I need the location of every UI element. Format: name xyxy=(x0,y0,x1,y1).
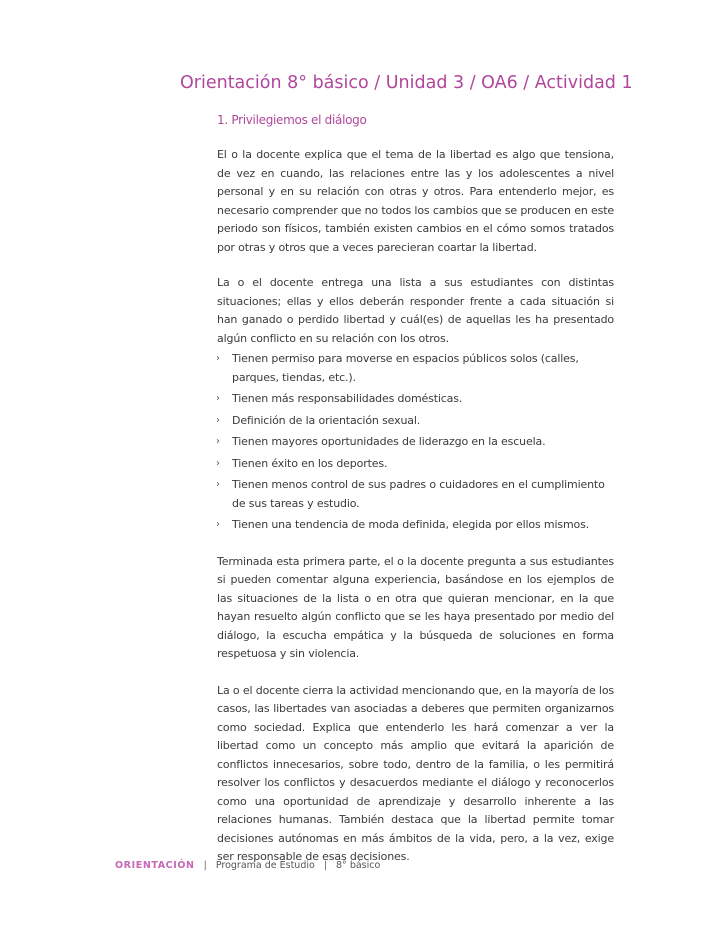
list-item xyxy=(217,476,614,513)
list-intro-paragraph: La o el docente entrega una lista a sus estudiantes con distintas situaciones; ellas y ellos deberán responder frente a cada situación si han ganado o perdido libertad y cuál(es) de aquellas les ha presentado algún conflicto en su relación con los otros. xyxy=(217,276,614,345)
list-item-text: Tienen mayores oportunidades de liderazgo en la escuela. xyxy=(232,435,546,448)
footer-separator: | xyxy=(323,860,328,871)
chevron-right-icon: › xyxy=(216,519,220,530)
chevron-right-icon: › xyxy=(216,393,220,404)
list-item-text: Tienen más responsabilidades domésticas. xyxy=(232,392,463,405)
list-item xyxy=(217,455,614,474)
intro-paragraph: El o la docente explica que el tema de la libertad es algo que tensiona, de vez en cuando, las relaciones entre las y los adolescentes a nivel personal y en su relación con otras y otros. Para entenderlo mejor, es necesario comprender que no todos los cambios que se producen en este periodo son físicos, también existen cambios en el cómo somos tratados por otras y otros que a veces parecieran coartar la libertad. xyxy=(217,148,614,254)
list-item-text: Tienen una tendencia de moda definida, elegida por ellos mismos. xyxy=(232,518,590,531)
chevron-right-icon: › xyxy=(216,457,220,469)
page-footer xyxy=(115,860,380,871)
document-body xyxy=(217,146,614,867)
after-list-paragraph: Terminada esta primera parte, el o la docente pregunta a sus estudiantes si pueden comentar alguna experiencia, basándose en los ejemplos de las situaciones de la lista o en otra que quieran mencionar, en la que hayan resuelto algún conflicto que se les haya presentado por medio del diálogo, la escucha empática y la búsqueda de soluciones en forma respetuosa y sin violencia. xyxy=(217,554,614,660)
footer-grade: 8° básico xyxy=(336,860,381,871)
chevron-right-icon: › xyxy=(216,479,220,490)
list-item-text: Tienen éxito en los deportes. xyxy=(232,456,388,470)
chevron-right-icon: › xyxy=(216,353,220,364)
chevron-right-icon: › xyxy=(216,436,220,447)
footer-program: Programa de Estudio xyxy=(215,860,315,871)
section-heading: 1. Privilegiemos el diálogo xyxy=(217,113,367,127)
list-item-text: Tienen permiso para moverse en espacios públicos solos (calles, parques, tiendas, etc.). xyxy=(232,352,579,384)
page-title: Orientación 8° básico / Unidad 3 / OA6 / Actividad 1 xyxy=(180,72,633,93)
list-item xyxy=(217,390,614,409)
footer-separator: | xyxy=(203,860,207,871)
footer-brand: ORIENTACIÓN xyxy=(115,860,195,871)
situations-list xyxy=(217,350,614,535)
list-item xyxy=(217,412,614,431)
list-item xyxy=(217,433,614,452)
chevron-right-icon: › xyxy=(216,414,220,426)
list-item xyxy=(217,516,614,535)
list-item-text: Definición de la orientación sexual. xyxy=(232,413,421,427)
list-item xyxy=(217,350,614,387)
list-item-text: Tienen menos control de sus padres o cuidadores en el cumplimiento de sus tareas y estudio. xyxy=(232,478,605,510)
closing-paragraph: La o el docente cierra la actividad mencionando que, en la mayoría de los casos, las libertades van asociadas a deberes que permiten organizarnos como sociedad. Explica que entenderlo les hará comenzar a ver la libertad como un concepto más amplio que evitará la aparición de conflictos innecesarios, sobre todo, dentro de la familia, o les permitirá resolver los conflictos y desacuerdos mediante el diálogo y reconocerlos como una oportunidad de aprendizaje y desarrollo inherente a las relaciones humanas. También destaca que la libertad permite tomar decisiones autónomas en más ámbitos de la vida, pero, a la vez, exige ser responsable de esas decisiones. xyxy=(217,683,614,863)
